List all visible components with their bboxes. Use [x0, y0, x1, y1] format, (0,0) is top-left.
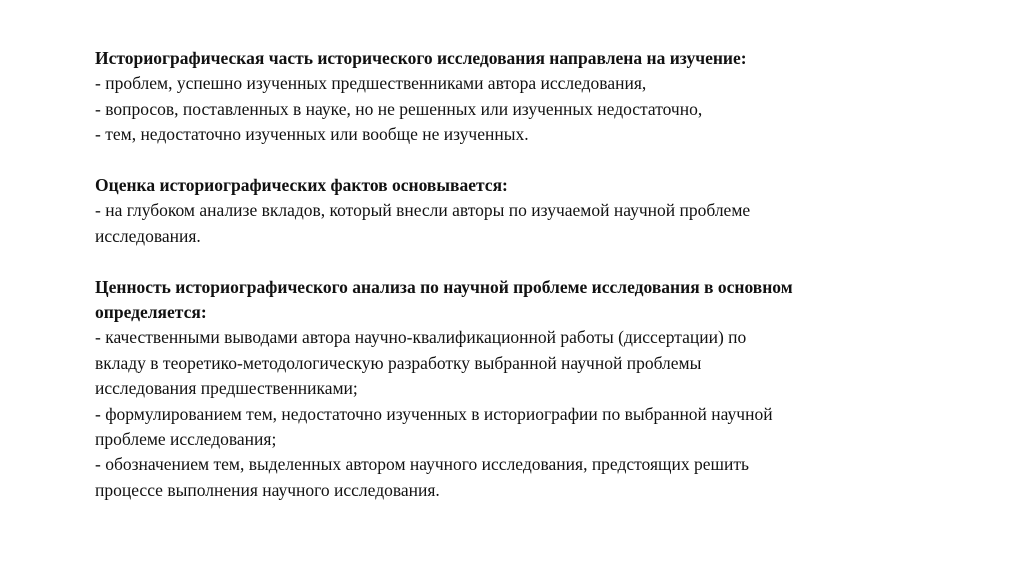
list-item: - формулированием тем, недостаточно изученных в историографии по выбранной научной	[95, 403, 773, 424]
section-heading: Ценность историографического анализа по научной проблеме исследования в основном	[95, 276, 793, 297]
list-item: - проблем, успешно изученных предшественниками автора исследования,	[95, 73, 647, 94]
section-facts-evaluation	[95, 173, 955, 249]
section-heading-continuation: определяется:	[95, 302, 207, 323]
section-heading: Оценка историографических фактов основывается:	[95, 175, 508, 196]
list-item-continuation: исследования предшественниками;	[95, 378, 358, 399]
list-item-continuation: исследования.	[95, 225, 201, 246]
list-item: - вопросов, поставленных в науке, но не решенных или изученных недостаточно,	[95, 98, 703, 119]
section-analysis-value	[95, 275, 955, 504]
list-item-continuation: вкладу в теоретико-методологическую разработку выбранной научной проблемы	[95, 352, 702, 373]
list-item: - обозначением тем, выделенных автором научного исследования, предстоящих решить	[95, 454, 749, 475]
list-item: - тем, недостаточно изученных или вообще не изученных.	[95, 124, 529, 145]
list-item: - на глубоком анализе вкладов, который внесли авторы по изучаемой научной проблеме	[95, 200, 751, 221]
section-heading: Историографическая часть исторического исследования направлена на изучение:	[95, 48, 747, 68]
slide-text-body	[95, 46, 955, 503]
list-item: - качественными выводами автора научно-квалификационной работы (диссертации) по	[95, 327, 747, 348]
section-historiographic-part	[95, 46, 955, 148]
list-item-continuation: процессе выполнения научного исследования.	[95, 479, 440, 500]
list-item-continuation: проблеме исследования;	[95, 429, 277, 450]
